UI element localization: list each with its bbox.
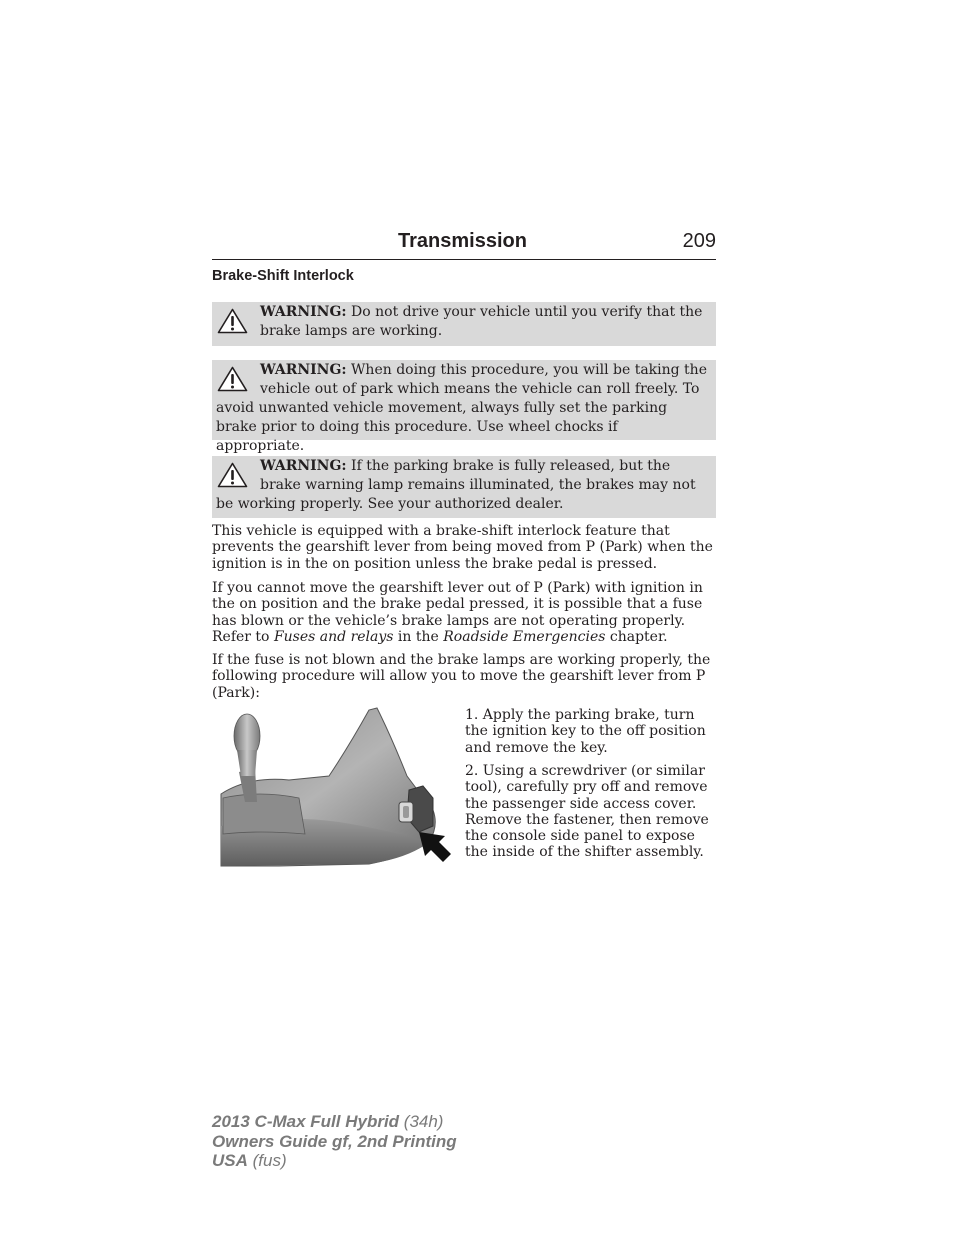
warning-text-1 <box>216 303 708 341</box>
warning-box-3 <box>212 456 716 518</box>
warning-message: Do not drive your vehicle until you verify that the brake lamps are working. <box>260 304 703 339</box>
footer-region-code: (fus) <box>247 1151 287 1170</box>
warning-label: WARNING: <box>260 362 347 378</box>
warning-text-2 <box>216 361 708 456</box>
warning-label: WARNING: <box>260 458 347 474</box>
paragraph-text: chapter. <box>605 628 668 645</box>
page-footer <box>212 1112 457 1171</box>
paragraph-text: in the <box>393 628 444 645</box>
warning-box-1 <box>212 302 716 346</box>
shifter-console-illustration <box>219 706 454 868</box>
footer-model-code: (34h) <box>399 1112 444 1131</box>
page-number: 209 <box>682 230 716 252</box>
footer-line-2 <box>212 1132 457 1152</box>
footer-line-3 <box>212 1151 457 1171</box>
footer-line-1 <box>212 1112 457 1132</box>
arrow-up-left-icon <box>419 832 451 862</box>
cross-reference-fuses: Fuses and relays <box>273 628 394 645</box>
footer-model: 2013 C-Max Full Hybrid <box>212 1112 400 1131</box>
warning-triangle-icon <box>217 366 248 392</box>
warning-text-3 <box>216 457 708 514</box>
procedure-step-1: 1. Apply the parking brake, turn the ignition key to the off position and remove the key. <box>465 707 706 756</box>
page-header <box>212 229 716 260</box>
warning-message: If the parking brake is fully released, but the brake warning lamp remains illuminated, the brakes may not be working properly. See your authorized dealer. <box>216 458 696 512</box>
warning-message: When doing this procedure, you will be taking the vehicle out of park which means the vehicle can roll freely. To avoid unwanted vehicle movement, always fully set the parking brake prior to doing this procedure. Use wheel chocks if appropriate. <box>216 362 707 454</box>
cross-reference-roadside: Roadside Emergencies <box>443 628 606 645</box>
procedure-step-2: 2. Using a screwdriver (or similar tool), carefully pry off and remove the passenger side access cover. Remove the fastener, then remove the console side panel to expose the inside of the shifter assembly. <box>465 763 709 861</box>
body-paragraph-1: This vehicle is equipped with a brake-shift interlock feature that prevents the gearshift lever from being moved from P (Park) when the ignition is in the on position unless the brake pedal is pressed. <box>212 523 713 572</box>
warning-triangle-icon <box>217 462 248 488</box>
warning-label: WARNING: <box>260 304 347 320</box>
paragraph-text: If you cannot move the gearshift lever out of P (Park) with ignition in the on position and the brake pedal pressed, it is possible that a fuse has blown or the vehicle’s brake lamps are not operating properly. Refer to <box>212 580 703 645</box>
warning-triangle-icon <box>217 308 248 334</box>
warning-box-2 <box>212 360 716 454</box>
body-paragraph-2 <box>212 580 716 645</box>
footer-region: USA <box>212 1151 248 1170</box>
page-title: Transmission <box>398 230 527 252</box>
footer-guide: Owners Guide gf, 2nd Printing <box>212 1131 457 1151</box>
body-paragraph-3: If the fuse is not blown and the brake lamps are working properly, the following procedure will allow you to move the gearshift lever from P (Park): <box>212 652 711 701</box>
section-heading: Brake-Shift Interlock <box>212 268 354 284</box>
